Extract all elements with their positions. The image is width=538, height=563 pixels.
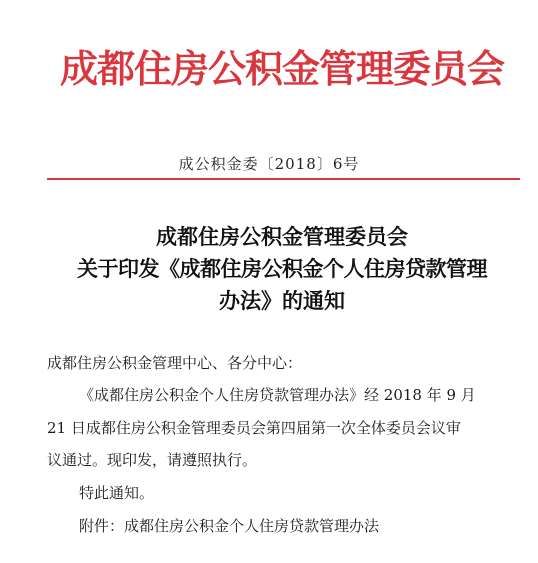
title-line-1: 成都住房公积金管理委员会 (156, 225, 408, 249)
red-divider-line (47, 178, 520, 180)
paragraph-line: 议通过。现印发，请遵照执行。 (47, 451, 258, 469)
letterhead-org-name: 成都住房公积金管理委员会 (59, 47, 504, 91)
paragraph-line: 《成都住房公积金个人住房贷款管理办法》经 2018 年 9 月 (79, 386, 476, 404)
document-number: 成公积金委〔2018〕6号 (178, 155, 360, 173)
title-line-3: 办法》的通知 (219, 289, 345, 313)
title-line-2: 关于印发《成都住房公积金个人住房贷款管理 (77, 257, 487, 281)
salutation: 成都住房公积金管理中心、各分中心： (47, 354, 303, 372)
closing-remark: 特此通知。 (79, 484, 155, 502)
attachment-line: 附件：成都住房公积金个人住房贷款管理办法 (79, 517, 380, 535)
paragraph-line: 21 日成都住房公积金管理委员会第四届第一次全体委员会议审 (47, 419, 461, 437)
